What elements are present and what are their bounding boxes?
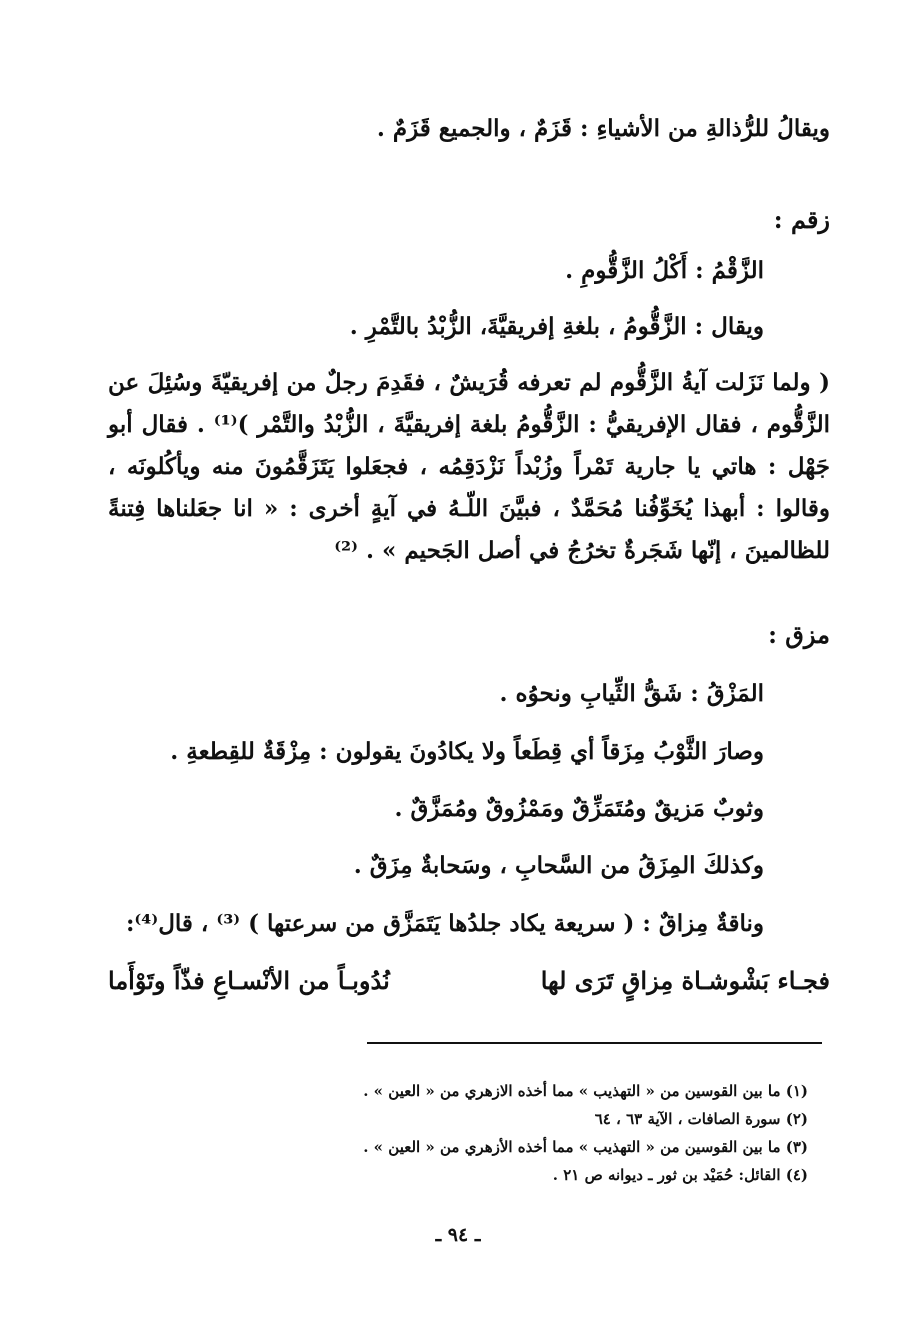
paragraph-line: الزَّقُّوم ، فقال الإفريقيُّ : الزَّقُّومُ بلغة إفريقيَّةَ ، الزُّبْدُ والتَّمْر )⁽¹⁾ . فقال أبو	[108, 411, 830, 438]
page-number: ـ ٩٤ ـ	[435, 1224, 481, 1246]
text-line: وناقةٌ مِزاقٌ : ( سريعة يكاد جلدُها يَتَمَزَّق من سرعتها ) ⁽³⁾ ، قال⁽⁴⁾:	[125, 910, 764, 937]
paragraph-line: ( ولما نَزَلت آيةُ الزَّقُّوم لم تعرفه قُرَيشٌ ، فقَدِمَ رجلٌ من إفريقيّةَ وسُئِلَ عن	[108, 369, 830, 396]
text-line: ويقال : الزَّقُّومُ ، بلغةِ إفريقيَّةَ، الزُّبْدُ بالتَّمْرِ .	[349, 313, 764, 340]
footnote-4: (٤) القائل: حُمَيْد بن ثور ـ ديوانه ص ٢١ .	[552, 1166, 808, 1184]
verse-second-hemistich: نُدُوبـاً من الأنْسـاعِ فذّاً وتَوْأَما	[108, 966, 390, 995]
paragraph-line: وقالوا : أبهذا يُخَوِّفُنا مُحَمَّدٌ ، فبيَّنَ اللّـهُ في آيةٍ أخرى : « انا جعَلناها فِتنةً	[108, 495, 830, 522]
section-heading-mazq: مزق :	[768, 620, 830, 649]
verse-first-hemistich: فجـاء بَشْوشـاة مِزاقٍ تَرَى لها	[540, 966, 830, 995]
text-line: الزَّقْمُ : أَكْلُ الزَّقُّومِ .	[565, 257, 764, 284]
footnote-1: (١) ما بين القوسين من « التهذيب » مما أخذه الازهري من « العين » .	[363, 1082, 808, 1100]
paragraph-line: جَهْل : هاتي يا جارية تَمْراً وزُبْداً نَزْدَقِمُه ، فجعَلوا يَتَزَقَّمُونَ منه ويأكُلونَه ،	[108, 453, 830, 480]
text-line: وصارَ الثَّوْبُ مِزَقاً أي قِطَعاً ولا يكادُونَ يقولون : مِزْقَةٌ للقِطعةِ .	[170, 738, 764, 765]
footnote-3: (٣) ما بين القوسين من « التهذيب » مما أخذه الأزهري من « العين » .	[363, 1138, 808, 1156]
paragraph-line: للظالمينَ ، إنّها شَجَرةٌ تخرُجُ في أصل الجَحيم » . ⁽²⁾	[334, 537, 830, 564]
text-line: وثوبٌ مَزيقٌ ومُتَمَزِّقٌ ومَمْزُوقٌ ومُمَزَّقٌ .	[394, 795, 764, 822]
text-line: وكذلكَ المِزَقُ من السَّحابِ ، وسَحابةٌ مِزَقٌ .	[353, 852, 764, 879]
poetry-verse	[108, 966, 830, 995]
footnote-2: (٢) سورة الصافات ، الآية ٦٣ ، ٦٤	[594, 1110, 808, 1128]
text-line: ويقالُ للرُّذالةِ من الأشياءِ : قَزَمٌ ، والجميع قَزَمٌ .	[376, 115, 830, 142]
text-line: المَزْقُ : شَقُّ الثِّيابِ ونحوُه .	[499, 680, 764, 707]
footnote-separator	[367, 1042, 822, 1044]
section-heading-zaqm: زقم :	[773, 205, 830, 234]
